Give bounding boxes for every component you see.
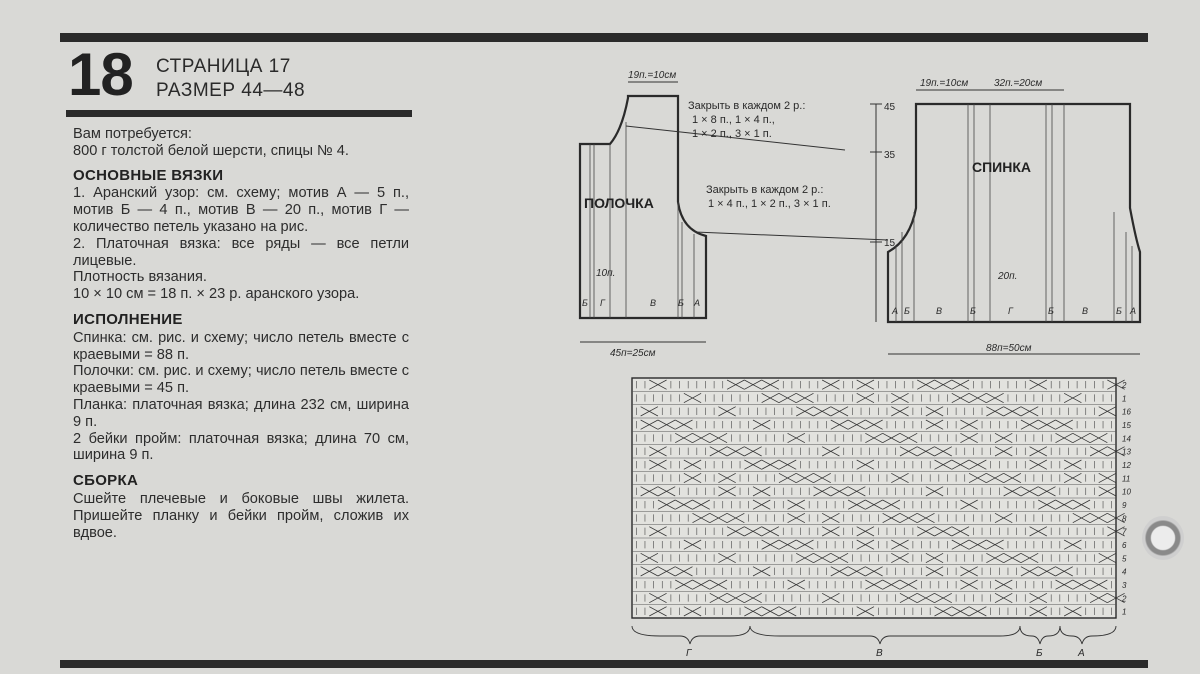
row-number: 13 <box>1122 447 1131 457</box>
row-number: 8 <box>1122 514 1127 524</box>
back-motif-count: 20п. <box>998 271 1018 282</box>
note-1-line: 1 × 2 п., 3 × 1 п. <box>692 128 772 140</box>
paragraph: 1. Аранский узор: см. схему; мотив А — 5 п., мотив Б — 4 п., мотив В — 20 п., мотив Г — количество петель указано на рис. <box>73 185 409 235</box>
row-number: 4 <box>1122 567 1127 577</box>
paragraph: Сшейте плечевые и боковые швы жилета. Пришейте планку и бейки пройм, сложив их вдвое. <box>73 490 409 541</box>
height-35: 35 <box>884 150 896 161</box>
pattern-number: 18 <box>68 41 133 108</box>
back-motif: Б <box>970 306 976 316</box>
chart-motif-label: В <box>876 648 883 659</box>
paragraph: 10 × 10 см = 18 п. × 23 р. аранского узора. <box>73 286 360 303</box>
row-number: 1 <box>1122 607 1127 617</box>
instructions-column <box>73 126 409 541</box>
row-number: 1 <box>1122 394 1127 404</box>
section-heading: ИСПОЛНЕНИЕ <box>73 310 183 328</box>
back-label: СПИНКА <box>972 159 1032 175</box>
back-motif: А <box>892 306 899 316</box>
front-label: ПОЛОЧКА <box>584 195 654 211</box>
garment-schematic <box>570 62 1155 362</box>
front-top-width: 19п.=10см <box>628 70 677 81</box>
row-number: 16 <box>1122 407 1131 417</box>
size-label: РАЗМЕР 44—48 <box>156 80 306 101</box>
back-motif: А <box>1130 306 1137 316</box>
note-1-line: Закрыть в каждом 2 р.: <box>688 100 806 112</box>
paragraph: Плотность вязания. <box>73 269 207 286</box>
top-rule <box>60 33 1148 42</box>
paragraph: Планка: платочная вязка; длина 232 см, ширина 9 п. <box>73 396 409 430</box>
note-2-line: 1 × 4 п., 1 × 2 п., 3 × 1 п. <box>708 198 831 210</box>
front-motif: Г <box>600 298 605 308</box>
row-number: 2 <box>1122 594 1127 604</box>
height-15: 15 <box>884 238 896 249</box>
row-number: 12 <box>1122 461 1131 470</box>
back-outline <box>888 104 1140 322</box>
paragraph: 2. Платочная вязка: все ряды — все петли лицевые. <box>73 235 409 269</box>
row-number: 15 <box>1122 421 1131 430</box>
row-number: 14 <box>1122 434 1131 444</box>
front-motif: Б <box>582 298 588 308</box>
stitch-chart <box>620 374 1140 666</box>
row-numbers <box>1121 381 1131 617</box>
paragraph: Полочки: см. рис. и схему; число петель вместе с краевыми = 45 п. <box>73 363 409 397</box>
front-motif: А <box>694 298 701 308</box>
intro-line: 800 г толстой белой шерсти, спицы № 4. <box>73 142 349 159</box>
paragraph: Спинка: см. рис. и схему; число петель вместе с краевыми = 88 п. <box>73 329 409 363</box>
row-number: 5 <box>1122 554 1127 564</box>
section-heading: СБОРКА <box>73 472 139 490</box>
back-motif: Б <box>904 306 910 316</box>
back-top-width-2: 32п.=20см <box>994 78 1043 89</box>
row-number: 9 <box>1122 501 1127 510</box>
back-motif: В <box>1082 306 1089 316</box>
row-number: 6 <box>1122 541 1127 550</box>
height-45: 45 <box>884 102 896 113</box>
back-motif: Б <box>1048 306 1054 316</box>
back-top-width-1: 19п.=10см <box>920 78 969 89</box>
back-bottom-width: 88п=50см <box>986 343 1032 354</box>
note-1-line: 1 × 8 п., 1 × 4 п., <box>692 114 775 126</box>
chart-motif-label: А <box>1078 648 1085 659</box>
row-number: 10 <box>1122 487 1131 497</box>
chart-motif-label: Г <box>686 648 692 659</box>
intro-line: Вам потребуется: <box>73 126 192 142</box>
front-bottom-width: 45п=25см <box>610 348 656 359</box>
back-motif: Г <box>1008 306 1013 316</box>
back-motif: Б <box>1116 306 1122 316</box>
chart-motif-label: Б <box>1036 648 1043 659</box>
title-rule <box>66 110 412 117</box>
front-motif-count: 10п. <box>596 268 616 279</box>
page-label: СТРАНИЦА 17 <box>156 56 291 77</box>
back-motif: В <box>936 306 943 316</box>
bottom-rule <box>60 660 1148 668</box>
row-number: 7 <box>1122 527 1127 537</box>
binder-hole <box>1142 516 1184 560</box>
row-number: 2 <box>1122 381 1127 390</box>
front-motif: В <box>650 298 657 308</box>
note-2-line: Закрыть в каждом 2 р.: <box>706 184 824 196</box>
section-heading: ОСНОВНЫЕ ВЯЗКИ <box>73 166 224 184</box>
front-motif: Б <box>678 298 684 308</box>
paragraph: 2 бейки пройм: платочная вязка; длина 70 см, ширина 9 п. <box>73 430 409 464</box>
row-number: 3 <box>1122 581 1127 590</box>
row-number: 11 <box>1122 474 1131 484</box>
